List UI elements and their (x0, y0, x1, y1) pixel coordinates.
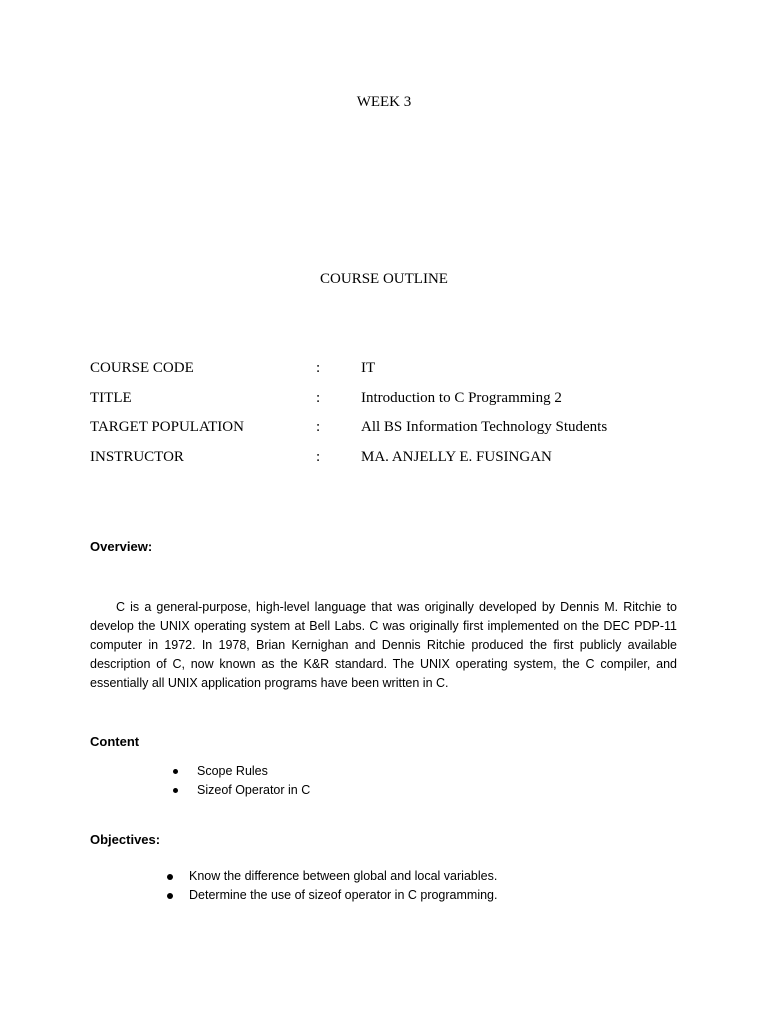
list-item (171, 762, 310, 781)
info-row-title (90, 390, 690, 410)
list-item-text: Know the difference between global and local variables. (189, 869, 498, 883)
bullet-icon (173, 769, 178, 774)
objectives-heading: Objectives: (90, 832, 161, 847)
overview-heading: Overview: (90, 539, 153, 554)
info-colon: : (316, 419, 321, 435)
bullet-icon (173, 788, 178, 793)
overview-paragraph: C is a general-purpose, high-level language that was originally developed by Dennis M. Ritchie to develop the UNIX operating system at Bell Labs. C was originally first implemented on the DEC PDP-11 computer in 1972. In 1978, Brian Kernighan and Dennis Ritchie produced the first publicly available description of C, now known as the K&R standard. The UNIX operating system, the C compiler, and essentially all UNIX application programs have been written in C. (90, 600, 677, 690)
info-value: Introduction to C Programming 2 (361, 390, 562, 406)
info-row-instructor (90, 449, 690, 469)
list-item (166, 867, 497, 886)
info-row-target-population (90, 419, 690, 439)
info-value: All BS Information Technology Students (361, 419, 608, 435)
info-colon: : (316, 360, 321, 376)
bullet-icon (167, 893, 173, 899)
info-label: COURSE CODE (90, 360, 194, 376)
list-item (166, 886, 497, 905)
bullet-icon (167, 874, 173, 880)
page-title: COURSE OUTLINE (320, 271, 448, 287)
info-value: MA. ANJELLY E. FUSINGAN (361, 449, 552, 465)
info-label: TITLE (90, 390, 132, 406)
info-label: INSTRUCTOR (90, 449, 184, 465)
list-item-text: Determine the use of sizeof operator in C programming. (189, 888, 498, 902)
info-row-course-code (90, 360, 690, 380)
content-list (171, 762, 310, 800)
list-item-text: Scope Rules (197, 764, 268, 778)
list-item (171, 781, 310, 800)
objectives-list (166, 867, 497, 905)
info-label: TARGET POPULATION (90, 419, 244, 435)
list-item-text: Sizeof Operator in C (197, 783, 311, 797)
week-label: WEEK 3 (356, 94, 412, 110)
info-value: IT (361, 360, 376, 376)
content-heading: Content (90, 734, 140, 749)
info-colon: : (316, 390, 321, 406)
info-colon: : (316, 449, 321, 465)
